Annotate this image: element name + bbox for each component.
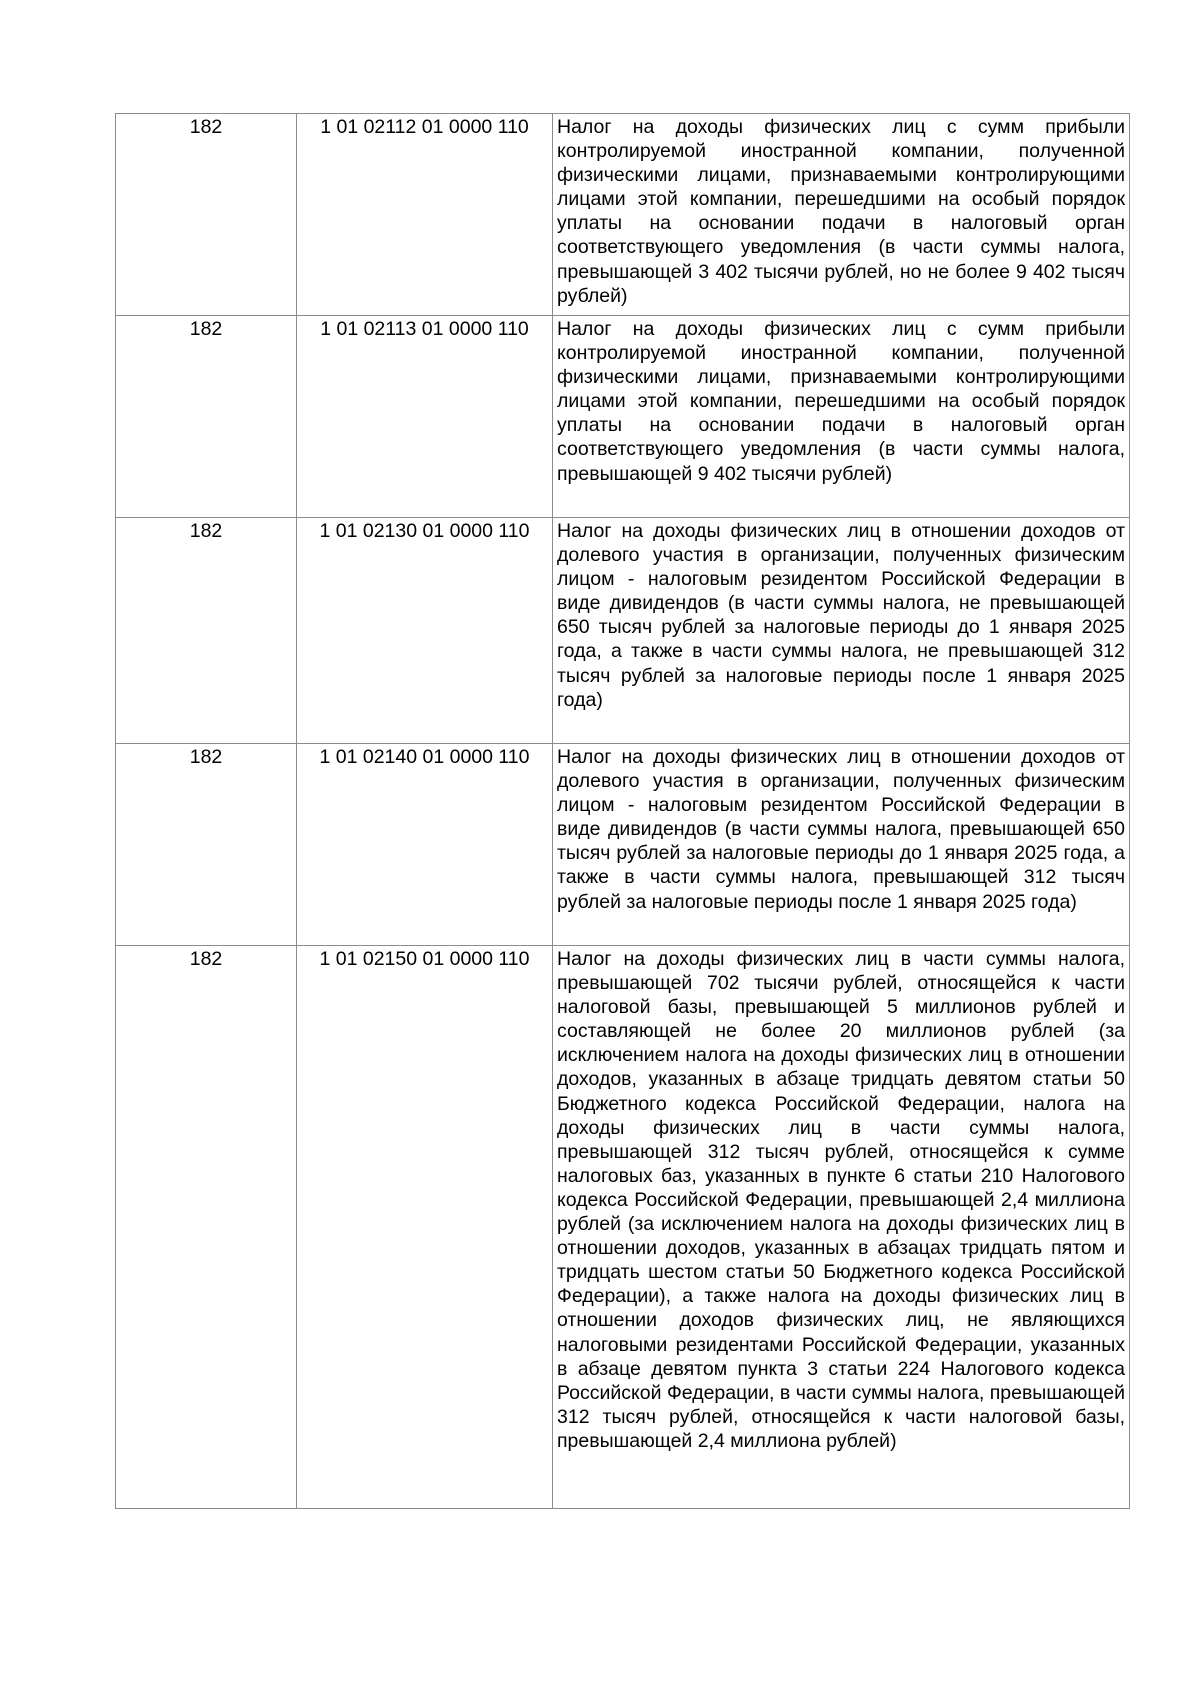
budget-classification-table [115,113,1130,1509]
description-cell: Налог на доходы физических лиц в части суммы налога, превышающей 702 тысячи рублей, относящейся к части налоговой базы, превышающей 5 миллионов рублей и составляющей не более 20 миллионов рублей (за исключением налога на доходы физических лиц в отношении доходов, указанных в абзаце тридцать девятом статьи 50 Бюджетного кодекса Российской Федерации, налога на доходы физических лиц в части суммы налога, превышающей 312 тысяч рублей, относящейся к сумме налоговых баз, указанных в пункте 6 статьи 210 Налогового кодекса Российской Федерации, превышающей 2,4 миллиона рублей (за исключением налога на доходы физических лиц в отношении доходов, указанных в абзацах тридцать пятом и тридцать шестом статьи 50 Бюджетного кодекса Российской Федерации), а также налога на доходы физических лиц в отношении доходов физических лиц, не являющихся налоговыми резидентами Российской Федерации, указанных в абзаце девятом пункта 3 статьи 224 Налогового кодекса Российской Федерации, в части суммы налога, превышающей 312 тысяч рублей, относящейся к части налоговой базы, превышающей 2,4 миллиона рублей) [553,946,1130,1509]
admin-code-cell: 182 [116,946,297,1509]
admin-code-cell: 182 [116,316,297,518]
kbk-code-cell: 1 01 02113 01 0000 110 [297,316,553,518]
table-row [116,744,1130,946]
kbk-code-cell: 1 01 02140 01 0000 110 [297,744,553,946]
kbk-code-cell: 1 01 02112 01 0000 110 [297,114,553,316]
description-cell: Налог на доходы физических лиц с сумм прибыли контролируемой иностранной компании, полученной физическими лицами, признаваемыми контролирующими лицами этой компании, перешедшими на особый порядок уплаты на основании подачи в налоговый орган соответствующего уведомления (в части суммы налога, превышающей 3 402 тысячи рублей, но не более 9 402 тысяч рублей) [553,114,1130,316]
table-row [116,518,1130,744]
admin-code-cell: 182 [116,518,297,744]
kbk-code-cell: 1 01 02150 01 0000 110 [297,946,553,1509]
admin-code-cell: 182 [116,114,297,316]
description-cell: Налог на доходы физических лиц в отношении доходов от долевого участия в организации, полученных физическим лицом - налоговым резидентом Российской Федерации в виде дивидендов (в части суммы налога, превышающей 650 тысяч рублей за налоговые периоды до 1 января 2025 года, а также в части суммы налога, превышающей 312 тысяч рублей за налоговые периоды после 1 января 2025 года) [553,744,1130,946]
table-row [116,114,1130,316]
kbk-code-cell: 1 01 02130 01 0000 110 [297,518,553,744]
description-cell: Налог на доходы физических лиц в отношении доходов от долевого участия в организации, полученных физическим лицом - налоговым резидентом Российской Федерации в виде дивидендов (в части суммы налога, не превышающей 650 тысяч рублей за налоговые периоды до 1 января 2025 года, а также в части суммы налога, не превышающей 312 тысяч рублей за налоговые периоды после 1 января 2025 года) [553,518,1130,744]
description-cell: Налог на доходы физических лиц с сумм прибыли контролируемой иностранной компании, полученной физическими лицами, признаваемыми контролирующими лицами этой компании, перешедшими на особый порядок уплаты на основании подачи в налоговый орган соответствующего уведомления (в части суммы налога, превышающей 9 402 тысячи рублей) [553,316,1130,518]
table-row [116,316,1130,518]
admin-code-cell: 182 [116,744,297,946]
table-row [116,946,1130,1509]
